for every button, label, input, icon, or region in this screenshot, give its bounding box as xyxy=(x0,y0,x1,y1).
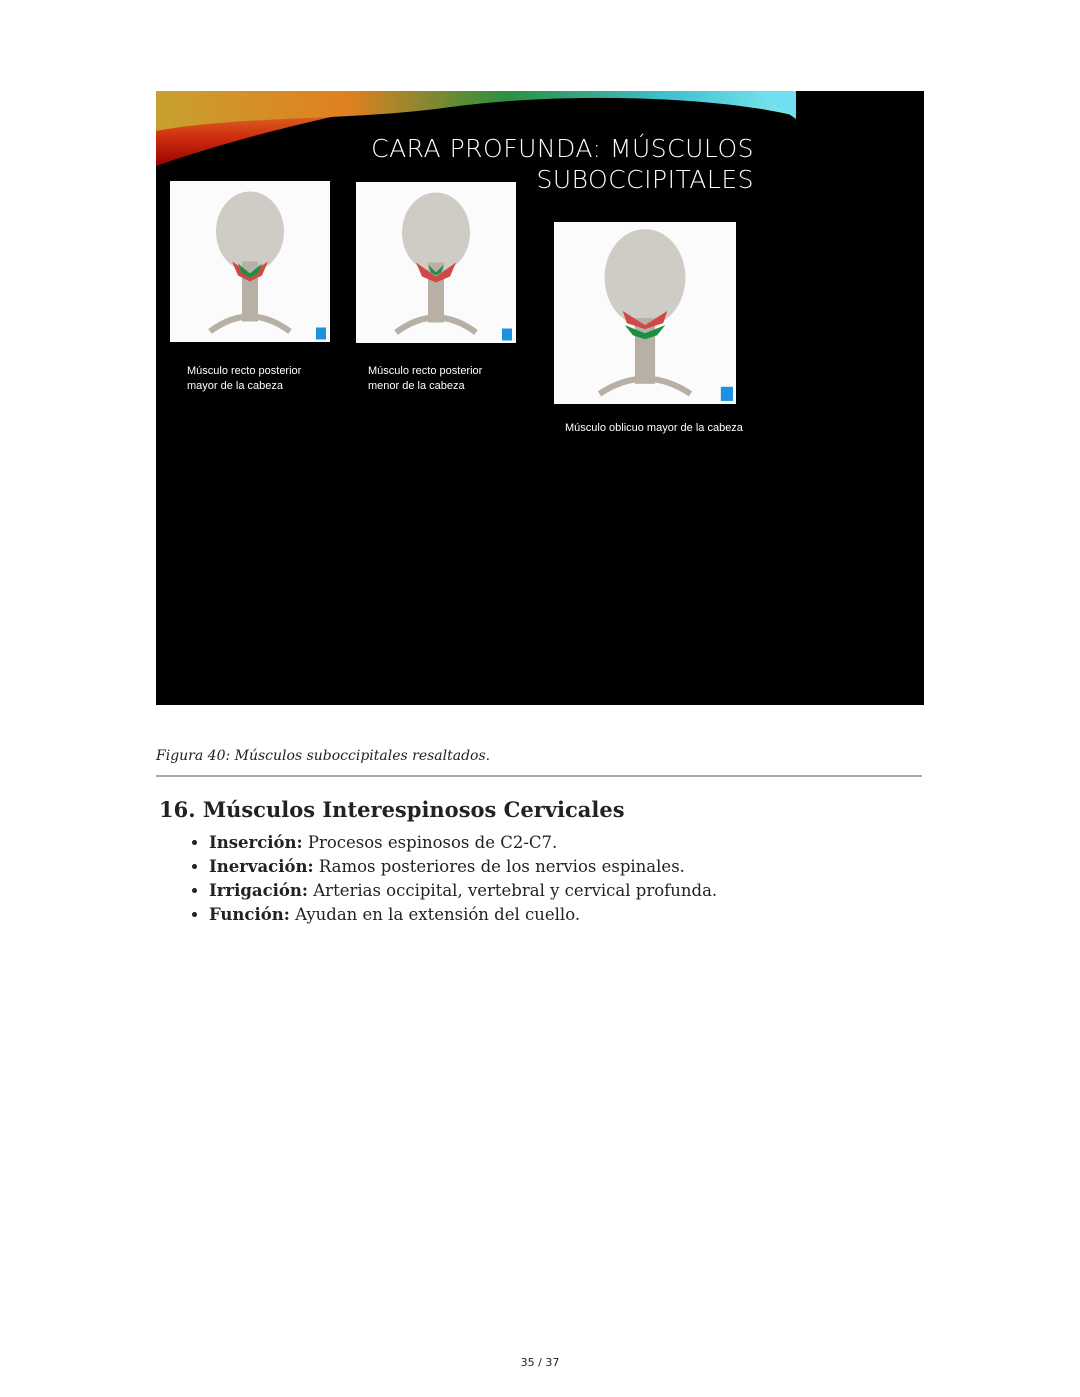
item-text: Arterias occipital, vertebral y cervical profunda. xyxy=(308,881,718,900)
item-text: Procesos espinosos de C2-C7. xyxy=(302,833,558,852)
section-heading: 16. Músculos Interespinosos Cervicales xyxy=(159,797,625,822)
item-label: Inervación: xyxy=(209,857,314,876)
list-item xyxy=(209,831,717,855)
caption-image-1: Músculo recto posterior mayor de la cabeza xyxy=(187,365,302,392)
list-item xyxy=(209,903,717,927)
item-text: Ramos posteriores de los nervios espinales. xyxy=(313,857,685,876)
skull-image-3 xyxy=(554,222,736,404)
item-text: Ayudan en la extensión del cuello. xyxy=(289,905,581,924)
list-item xyxy=(209,855,717,879)
list-item xyxy=(209,879,717,903)
slide-figure xyxy=(156,91,924,705)
divider xyxy=(156,775,922,777)
skull-image-2 xyxy=(356,182,516,343)
caption-image-3: Músculo oblicuo mayor de la cabeza xyxy=(565,422,743,434)
item-label: Inserción: xyxy=(209,833,303,852)
skull-image-1 xyxy=(170,181,330,342)
caption-image-2: Músculo recto posterior menor de la cabeza xyxy=(368,365,483,392)
slide-title-line2: SUBOCCIPITALES xyxy=(536,165,754,194)
figure-caption: Figura 40: Músculos suboccipitales resaltados. xyxy=(156,748,491,764)
property-list xyxy=(185,831,717,927)
item-label: Función: xyxy=(209,905,290,924)
slide-title-line1: CARA PROFUNDA: MÚSCULOS xyxy=(371,134,754,163)
item-label: Irrigación: xyxy=(209,881,309,900)
page-number: 35 / 37 xyxy=(520,1356,560,1369)
